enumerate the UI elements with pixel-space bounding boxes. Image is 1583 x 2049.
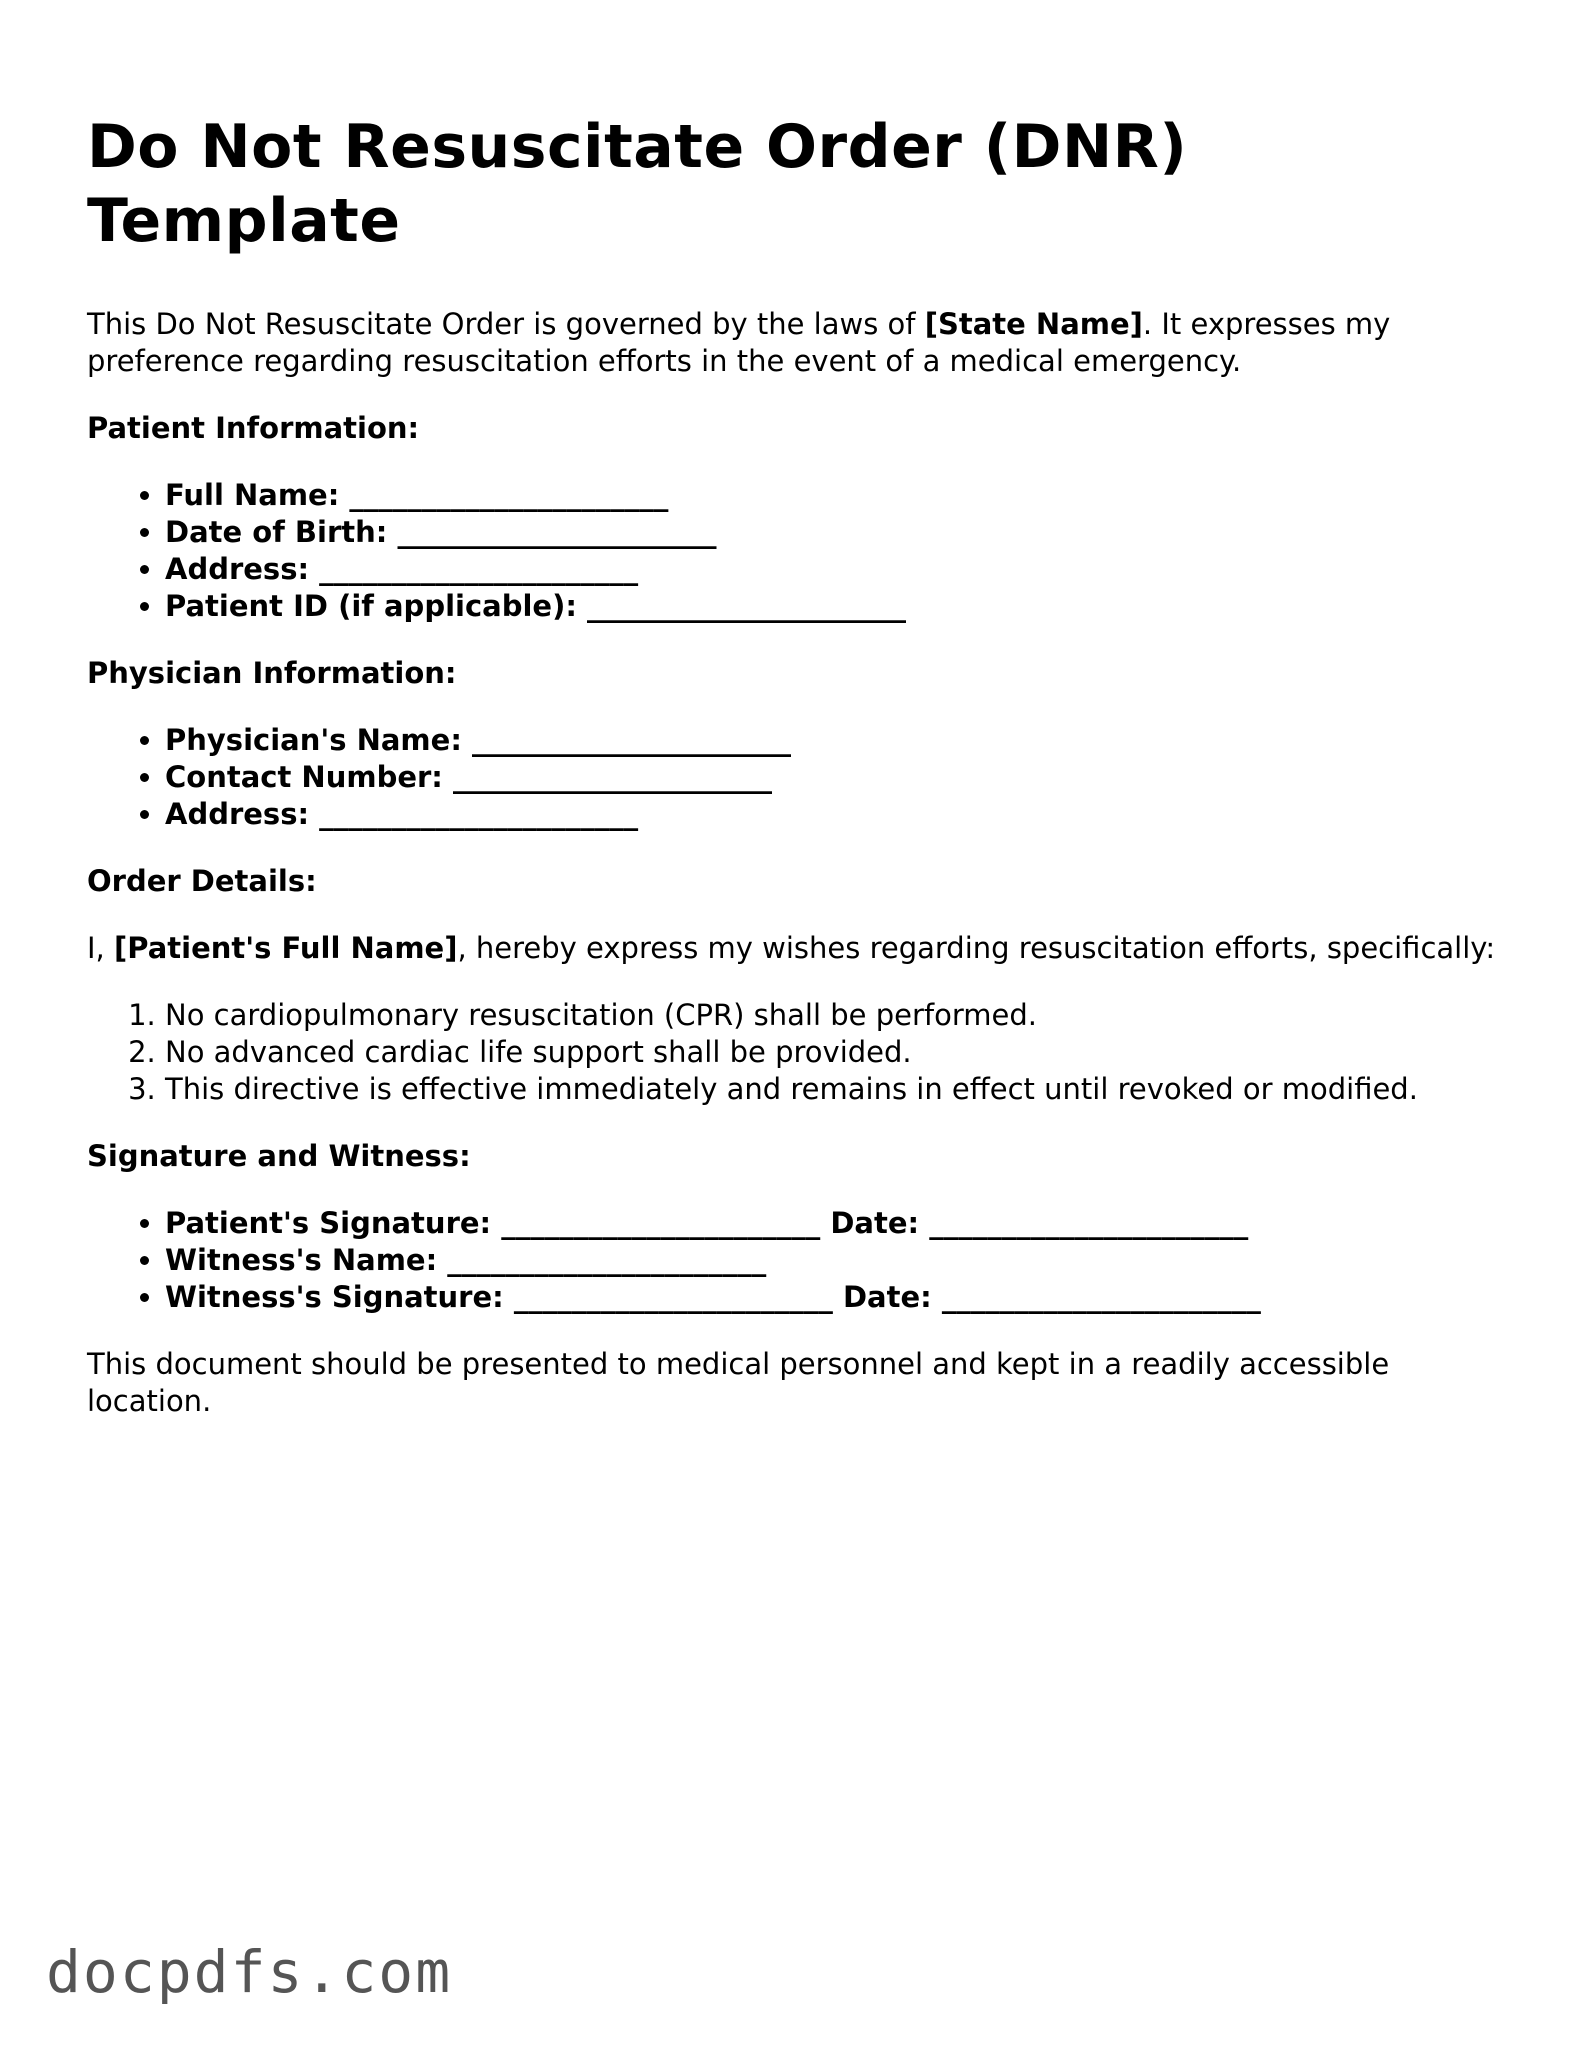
- order-item: 1. No cardiopulmonary resuscitation (CPR) shall be performed.: [165, 997, 1507, 1034]
- contact-number-blank[interactable]: ______________________: [453, 760, 773, 794]
- intro-text-before: This Do Not Resuscitate Order is governed by the laws of: [87, 307, 925, 341]
- physician-info-heading: Physician Information:: [87, 656, 457, 690]
- order-item: 3. This directive is effective immediately and remains in effect until revoked or modified.: [165, 1071, 1507, 1108]
- witness-name-blank[interactable]: ______________________: [447, 1243, 767, 1277]
- watermark-logo: docpdfs.com: [46, 1938, 453, 2006]
- patient-info-list: [87, 477, 1507, 625]
- patient-id-blank[interactable]: ______________________: [587, 589, 907, 623]
- field-label: Date:: [830, 1206, 920, 1240]
- field-label: Address:: [165, 797, 310, 831]
- patient-address-blank[interactable]: ______________________: [319, 552, 639, 586]
- field-label: Witness's Name:: [165, 1243, 438, 1277]
- patient-date-blank[interactable]: ______________________: [929, 1206, 1249, 1240]
- field-label: Patient ID (if applicable):: [165, 589, 577, 623]
- statement-before: I,: [87, 931, 114, 965]
- patient-address-field: [165, 551, 1507, 588]
- physician-address-blank[interactable]: ______________________: [319, 797, 639, 831]
- field-label: Witness's Signature:: [165, 1280, 504, 1314]
- witness-signature-field: [165, 1279, 1507, 1316]
- witness-signature-blank[interactable]: ______________________: [513, 1280, 833, 1314]
- order-items-list: [87, 997, 1507, 1108]
- dob-blank[interactable]: ______________________: [397, 515, 717, 549]
- document-title: Do Not Resuscitate Order (DNR) Template: [87, 112, 1188, 256]
- field-label: Physician's Name:: [165, 723, 462, 757]
- physician-name-field: [165, 722, 1507, 759]
- full-name-blank[interactable]: ______________________: [349, 478, 669, 512]
- field-label: Patient's Signature:: [165, 1206, 492, 1240]
- patient-dob-field: [165, 514, 1507, 551]
- patient-full-name-field: [165, 477, 1507, 514]
- field-label: Date:: [842, 1280, 932, 1314]
- physician-name-blank[interactable]: ______________________: [472, 723, 792, 757]
- field-label: Address:: [165, 552, 310, 586]
- document-page: [87, 110, 1507, 1420]
- signature-heading: Signature and Witness:: [87, 1139, 471, 1173]
- physician-info-list: [87, 722, 1507, 833]
- field-label: Contact Number:: [165, 760, 443, 794]
- patient-info-heading: Patient Information:: [87, 411, 420, 445]
- patient-id-field: [165, 588, 1507, 625]
- physician-address-field: [165, 796, 1507, 833]
- signature-list: [87, 1205, 1507, 1316]
- field-label: Date of Birth:: [165, 515, 388, 549]
- witness-date-blank[interactable]: ______________________: [941, 1280, 1261, 1314]
- intro-text-after: . It expresses my preference regarding resuscitation efforts in the event of a medical emergency.: [87, 307, 1391, 378]
- order-statement: [87, 930, 1507, 967]
- state-name-placeholder: [State Name]: [924, 307, 1143, 341]
- order-details-heading: Order Details:: [87, 864, 317, 898]
- patient-name-placeholder: [Patient's Full Name]: [114, 931, 458, 965]
- closing-paragraph: This document should be presented to medical personnel and kept in a readily accessible location.: [87, 1347, 1390, 1418]
- field-label: Full Name:: [165, 478, 340, 512]
- witness-name-field: [165, 1242, 1507, 1279]
- statement-after: , hereby express my wishes regarding resuscitation efforts, specifically:: [457, 931, 1496, 965]
- order-item: 2. No advanced cardiac life support shall be provided.: [165, 1034, 1507, 1071]
- patient-signature-blank[interactable]: ______________________: [501, 1206, 821, 1240]
- intro-paragraph: [87, 306, 1507, 380]
- physician-contact-field: [165, 759, 1507, 796]
- patient-signature-field: [165, 1205, 1507, 1242]
